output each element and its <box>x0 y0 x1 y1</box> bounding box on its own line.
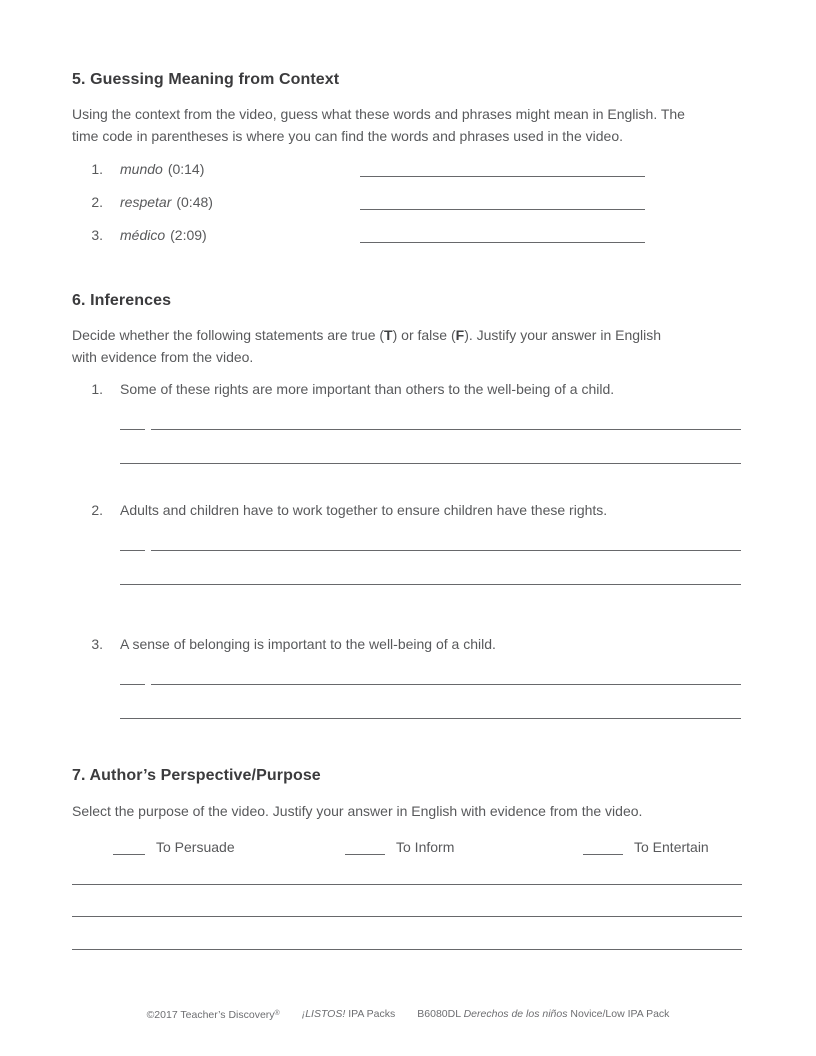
purpose-entertain-label: To Entertain <box>634 839 709 855</box>
inference-item-2-justify-line2 <box>120 584 741 585</box>
vocab-item-2 <box>72 193 744 211</box>
section6-instructions-line1: Decide whether the following statements are true (T) or false (F). Justify your answer in English <box>72 327 662 343</box>
inference-item-1-number: 1. <box>91 381 103 397</box>
inference-item-3-statement: A sense of belonging is important to the well-being of a child. <box>120 636 496 652</box>
purpose-justify-line3 <box>72 949 742 950</box>
footer-series: ¡LISTOS! IPA Packs <box>301 1008 396 1020</box>
section7-instructions <box>72 800 762 822</box>
purpose-inform-blank <box>345 854 385 855</box>
section6-instructions-line2: with evidence from the video. <box>72 349 254 365</box>
section5-instructions-line2: time code in parentheses is where you can find the words and phrases used in the video. <box>72 128 623 144</box>
true-abbrev: T <box>384 327 393 343</box>
inference-item-3-tf-blank <box>120 684 145 685</box>
inference-item-3-justify-line1 <box>151 684 741 685</box>
section6-instructions <box>72 324 762 368</box>
section6-heading: 6. Inferences <box>72 292 172 309</box>
vocab-item-1 <box>72 160 744 178</box>
section7-heading: 7. Author’s Perspective/Purpose <box>72 767 321 784</box>
purpose-justify-line2 <box>72 916 742 917</box>
vocab-item-2-answer-blank <box>360 209 645 210</box>
footer-product: B6080DL Derechos de los niños Novice/Low IPA Pack <box>417 1008 670 1020</box>
inference-item-2 <box>72 501 744 591</box>
false-abbrev: F <box>455 327 465 343</box>
purpose-entertain-blank <box>583 854 623 855</box>
registered-trademark-symbol: ® <box>274 1010 280 1017</box>
inference-item-3 <box>72 635 744 725</box>
inference-item-3-justify-line2 <box>120 718 741 719</box>
purpose-option-inform <box>345 838 454 856</box>
vocab-item-3-number: 3. <box>91 227 103 243</box>
section7-instructions-line1: Select the purpose of the video. Justify your answer in English with evidence from the video. <box>72 803 643 819</box>
inference-item-2-tf-blank <box>120 550 145 551</box>
vocab-item-3-timecode: (2:09) <box>170 227 207 243</box>
inference-item-1-tf-blank <box>120 429 145 430</box>
purpose-persuade-label: To Persuade <box>156 839 235 855</box>
footer-product-title: Derechos de los niños <box>463 1008 568 1020</box>
purpose-inform-label: To Inform <box>396 839 455 855</box>
vocab-item-3 <box>72 226 744 244</box>
vocab-item-2-number: 2. <box>91 194 103 210</box>
inference-item-1 <box>72 380 744 470</box>
vocab-item-2-word: respetar <box>120 194 172 210</box>
footer-series-name: ¡LISTOS! <box>301 1008 346 1020</box>
vocab-item-3-answer-blank <box>360 242 645 243</box>
inference-item-2-number: 2. <box>91 502 103 518</box>
vocab-item-3-word: médico <box>120 227 166 243</box>
section5-heading: 5. Guessing Meaning from Context <box>72 71 340 88</box>
purpose-justify-line1 <box>72 884 742 885</box>
section5-instructions <box>72 103 762 147</box>
inference-item-1-justify-line2 <box>120 463 741 464</box>
vocab-item-1-number: 1. <box>91 161 103 177</box>
purpose-persuade-blank <box>113 854 145 855</box>
inference-item-2-justify-line1 <box>151 550 741 551</box>
purpose-option-entertain <box>583 838 709 856</box>
vocab-item-2-timecode: (0:48) <box>176 194 213 210</box>
section5-instructions-line1: Using the context from the video, guess what these words and phrases might mean in English. The <box>72 106 685 122</box>
page-footer <box>0 1007 816 1022</box>
vocab-item-1-answer-blank <box>360 176 645 177</box>
inference-item-1-justify-line1 <box>151 429 741 430</box>
vocab-item-1-timecode: (0:14) <box>167 161 205 177</box>
inference-item-1-statement: Some of these rights are more important than others to the well-being of a child. <box>120 381 615 397</box>
footer-copyright: ©2017 Teacher’s Discovery® <box>146 1009 280 1021</box>
purpose-option-persuade <box>113 838 235 856</box>
inference-item-2-statement: Adults and children have to work together to ensure children have these rights. <box>120 502 608 518</box>
vocab-item-1-word: mundo <box>120 161 163 177</box>
inference-item-3-number: 3. <box>91 636 103 652</box>
